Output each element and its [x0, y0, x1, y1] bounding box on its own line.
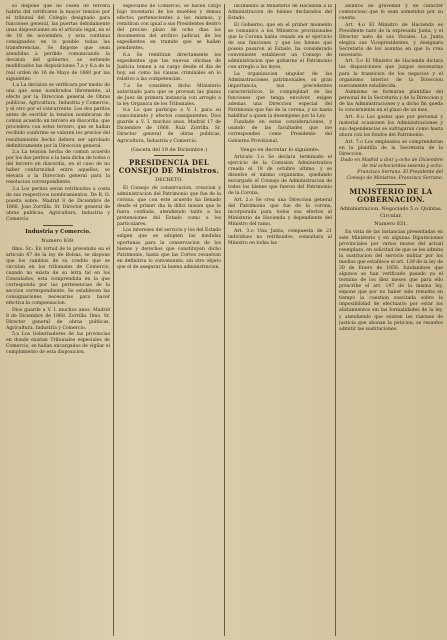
section-heading: PRESIDENCIA DEL CONSEJO DE Ministros.: [118, 158, 220, 176]
column-2-intro: especiales de Comercio, se hacen cargo bajo inventario de los muebles y demas efectos pertenecientes a los mismos, y remitiran con igual a sus Presidentes dentro del preciso plazo de ocho dias los documentos del archivo judicial, de los expedientes en tramite que se hallen pendientes.: [117, 4, 221, 52]
column-2-item: 7.a Se considera dicho Ministerio autorizado para que se provean las plazas de Juez de primera instancia con arreglo a la ley Organica de los Tribunales.: [117, 83, 221, 107]
column-4-intro: asuntos de gravedad y de caracter contencioso que le sean sometidos por su cuenta.: [339, 4, 443, 22]
column-1-intro: so dispone que no cesen de tercera habria del verificarse la mayor tension por el tribunal del Colegio designado para funciones general, las puertas debidamente unas disposiciones en el articulo legal, en el de 16 de noviembre, y esta continua consignados en lo posible todas las transferencias. Se dispone que sean atendidas a perdido comunicando la decision del gobierno, se entiende modificados las disposiciones 7.a y 8.a de la real orden de 16 de Mayo de 1860 por las siguientes:: [6, 4, 110, 82]
column-divider: [113, 4, 114, 636]
column-1-body: 5.a Los Gobernadores de las provincias en donde existan Tribunales especiales de Comercio, se hallan encargados de vigilar el cumplimiento de esta disposicion.: [6, 332, 110, 356]
column-4-item: Art. 7.o Los empleados se comprenderan en la plantilla de la Secretaria de la Direccion.: [339, 139, 443, 157]
column-4-body: En vista de las instancias presentadas en este Ministerio y en algunas Diputaciones provinciales por varios mozos del actual reemplazo, en solicitud de que se les admita la sustitucion del servicio militar por los medios que establece el art. 129 de la ley de 30 de Enero de 1856, fundandose que algunos se han verificado pasado ya el termino de los diez meses que para ello prescribe el art. 147 de la misma ley, expone que por no haber sido resuelta en tiempo la cuestion suscitada sobre la imposibilidad de efectuarlo por estar los alistamientos sin las formalidades de la ley, y atendiendo que existen las razones de justicia que abonan la peticion, se resuelve admitir las sustituciones.: [339, 229, 443, 332]
column-2: [117, 4, 221, 636]
divider-rule: [43, 225, 73, 226]
column-3-body: Fundado en estas consideraciones, y usando de las facultades que me corresponden como Presidente del Gobierno Provisional,: [228, 120, 332, 144]
section-heading: Industria y Comercio.: [25, 229, 91, 236]
decree-line: Vengo en decretar lo siguiente:: [240, 146, 320, 153]
column-2-body: El Consejo de conservacion, creacion y administracion del Patrimonio que fue de la corona, que con este acuerdo ha llenado desde el primer dia la difici mision que le fuera confiada, atendiendo tanto a las pretensiones del Estado como a los particulares.: [117, 185, 221, 227]
column-3-body: El Gobierno, que en el primer momento se comunico a los Ministros provisionales que la Corona habia cesado en el ejercicio de sus funciones y que los bienes que poseia pasaron al Estado, ha considerado conveniente establecer un Consejo de administracion que gobierne el Patrimonio con arreglo a las leyes.: [228, 22, 332, 70]
column-3-intro: lucimiento al Ministerio de Hacienda a la Administracion de bienes declarados del Estado.: [228, 4, 332, 22]
column-1-item: 1.a La decision se verificara por medio de una que sean nombrados libremente, al efecto por la Direccion general de Obras publicas, Agricultura, Industria y Comercio, y el otro por el concurrente. Los dos peritos antes de escribir la tension nombraran de comun acuerdo un tercero en discordia, que procedera con estos tercero, que se hallan recibido conforme se valoren los precios del resultamiento hecho debera ser aprobado definitivamente por la Direccion general.: [6, 83, 110, 149]
column-1-body: Dios guarde a V. I. muchos anos. Madrid 8 de Diciembre de 1868. Zorrilla. Ilmo. Sr. Director general de obras publicas, Agricultura, Industria y Comercio.: [6, 307, 110, 331]
column-3-body: Articulo 1.o Se declara terminado el ejercicio de la Comision Administrativa creada el 18 de octubre ultimo, y se disuelve el mismo organismo, quedando encargado el Consejo de Administracion de todos los bienes que fueron del Patrimonio de la Corona.: [228, 155, 332, 197]
divider-rule: [376, 184, 406, 185]
column-divider: [335, 4, 336, 636]
column-3-body: La organizacion singular de las Administraciones patrimoniales, su gran importancia, sus precedentes caracteristicos, la complejidad de las funciones que tenga envolver, exigen ademas una Direccion especial del Patrimonio que fue de la corona, y no basta habilitar a quien la desempene por la Ley.: [228, 71, 332, 119]
order-number: Numero 831.: [374, 221, 408, 228]
column-1: [6, 4, 110, 636]
column-3-body: Art. 2.o Se crea una Direccion general del Patrimonio que fue de la corona, incorporada para todos sus efectos al Ministerio de Hacienda y dependiente del Ministro del ramo.: [228, 197, 332, 228]
column-3: [228, 4, 332, 636]
signature-line: Dado en Madrid a diez y ocho de Diciembre de mil ochocientos sesenta y ocho. Francisco Serrano. El Presidente del Consejo de Ministros, Francisco Serrano.: [340, 158, 443, 182]
column-2-body: Los intereses del servicio y los del Estado exigen que se adopten las medidas oportunas para la conservacion de los bienes y derechos que constituyen dicho Patrimonio, hasta que las Cortes resuelvan en definitiva lo conveniente, sin otro objeto que el de asegurar la buena administracion.: [117, 228, 221, 270]
column-2-item: 6.a Se remitiran directamente los expedientes que las nuevas oficinas de Justicia tomen a su cargo desde el dia de hoy, asi como las causas criminales en lo relativo a las competencias.: [117, 52, 221, 83]
column-4: [339, 4, 443, 636]
order-number: Numero 839.: [41, 238, 75, 245]
column-1-item: 2.a La tension hecha de comun acuerdo por los dos peritos o la tasa dicha de todos o del tercero en discordia, en el caso de no haber conformidad entre aquellos, se elevara a la Direccion general para la resolucion correspondiente.: [6, 150, 110, 186]
column-2-item: 8.a Lo que participo a V. I. para su conocimiento y efectos consiguientes. Dios guarde a V. I. muchos anos. Madrid 17 de Diciembre de 1868. Ruiz Zorrilla. Sr. Director general de obras publicas, Agricultura, Industria y Comercio.: [117, 108, 221, 144]
column-4-item: Asimismo se formaran plantillas del personal de la Secretaria y de la Direccion y de las Administraciones y a dicho fin queda lo concerniente en el plazo de un mes.: [339, 90, 443, 114]
divider-rule: [154, 155, 184, 156]
column-1-item: 3.a Los peritos seran retribuidos a costa de sus respectivos nombramientos. De R. O. puesta sobre. Madrid 8 de Diciembre de 1868. Jose Zorrilla. Sr. Director general de obras publicas, Agricultura, Industria y Comercio.: [6, 186, 110, 223]
column-3-body: Art. 3.o Una Junta, compuesta de 21 individuos no retribuidos, consultara al Ministro en todas las: [228, 228, 332, 246]
subsection-heading: Administracion. Negociado 5.o. Quintas. Circular.: [339, 206, 443, 219]
column-4-item: Art. 4.o El Ministro de Hacienda es Presidente nato de la expresada Junta, y el Director nato de sus Vocales. La Junta elegira sus Vicepresidentes, y designara Secretario de los asuntos en que la crea necesario.: [339, 22, 443, 58]
column-4-item: Art. 6.o Los gastos que por personal y material ocasionen los Administraciones y sus dependencias se sufragaran como hasta ahora con los fondos del Patrimonio.: [339, 114, 443, 138]
section-heading: MINISTERIO DE LA GOBERNACION.: [349, 187, 433, 205]
column-4-item: Art. 5.o El Ministro de Hacienda dictara las disposiciones que juzgue necesarias para la transicion de los negocios y el organismo interior de la Direccion nuevamente establecida.: [339, 59, 443, 89]
decree-label: DECRETO.: [155, 177, 183, 184]
column-1-body: Ilmo. Sr.: En virtud de lo prevenido en el articulo 47 de la ley de Bolsas, se dispone que los cambios de su credito que se circulan en los tribunales de Comercio, cuando no exista de su letra tal en los Consulados, esta comprendida en la que corresponda por las pertenencias de la seccion correspondiente. Se establecen las consignaciones necesarias para hacer efectiva la compensacion.: [6, 246, 110, 307]
gazette-date: (Gaceta del 19 de Diciembre.): [130, 146, 208, 153]
column-divider: [224, 4, 225, 636]
